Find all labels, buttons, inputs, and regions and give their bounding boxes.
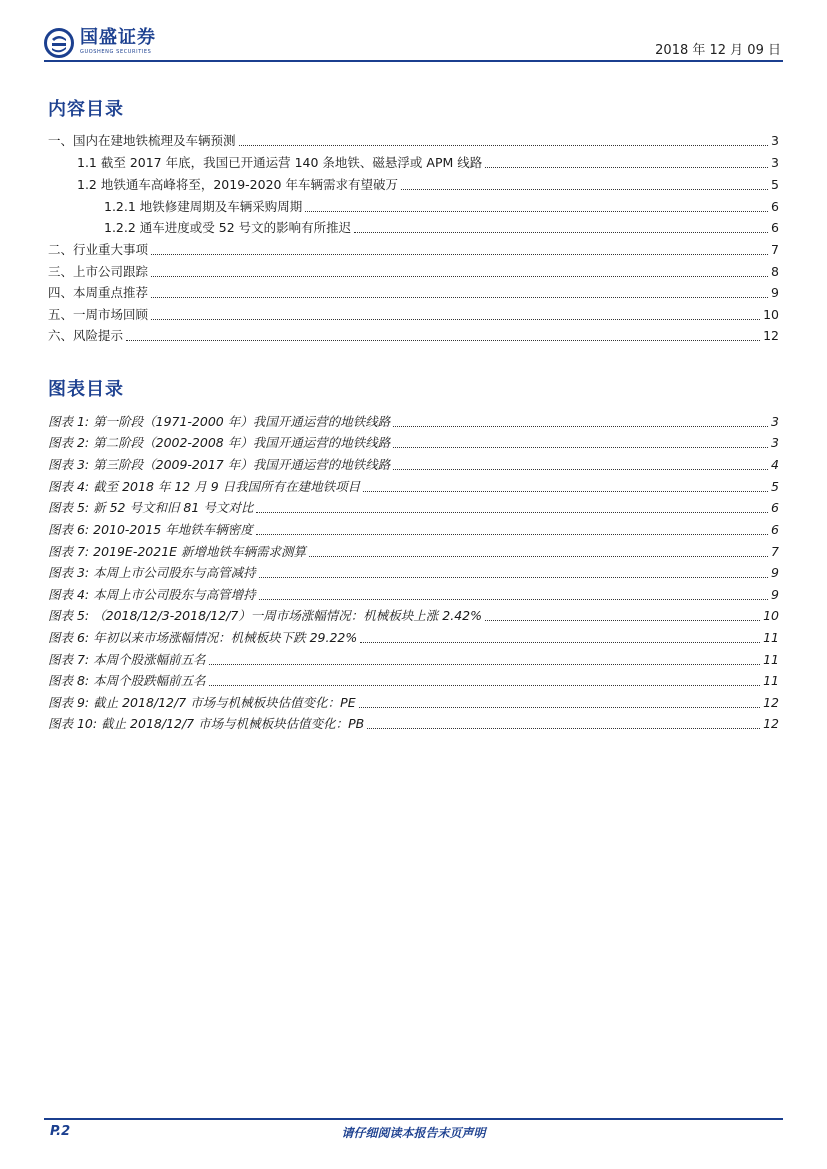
toc-entry[interactable] bbox=[48, 239, 779, 259]
dot-leader bbox=[360, 641, 760, 643]
toc-entry-label: 五、一周市场回顾 bbox=[48, 307, 149, 322]
figure-entry-label: 图表 6: 年初以来市场涨幅情况：机械板块下跌 29.22% bbox=[48, 630, 358, 645]
figure-entry[interactable] bbox=[48, 541, 779, 561]
toc-entry-label: 二、行业重大事项 bbox=[48, 242, 149, 257]
figure-entry-page: 5 bbox=[771, 479, 779, 494]
figure-entry-label: 图表 9: 截止 2018/12/7 市场与机械板块估值变化：PE bbox=[48, 695, 356, 710]
dot-leader bbox=[485, 166, 768, 168]
figure-entry[interactable] bbox=[48, 432, 779, 452]
dot-leader bbox=[151, 275, 768, 277]
figure-entry-label: 图表 7: 本周个股涨幅前五名 bbox=[48, 652, 206, 667]
toc-entry-label: 1.1 截至 2017 年底，我国已开通运营 140 条地铁、磁悬浮或 APM 线路 bbox=[77, 155, 483, 170]
figure-entry-page: 11 bbox=[763, 652, 779, 667]
figure-entry-page: 7 bbox=[771, 544, 779, 559]
dot-leader bbox=[393, 425, 768, 427]
toc-entry-label: 六、风险提示 bbox=[48, 328, 124, 343]
dot-leader bbox=[151, 253, 768, 255]
figure-entry[interactable] bbox=[48, 713, 779, 733]
figure-entry-page: 3 bbox=[771, 435, 779, 450]
figure-entry-page: 12 bbox=[763, 716, 779, 731]
dot-leader bbox=[259, 598, 768, 600]
figure-entry[interactable] bbox=[48, 454, 779, 474]
page-number: P.2 bbox=[50, 1124, 71, 1139]
footer-disclaimer: 请仔细阅读本报告末页声明 bbox=[341, 1126, 486, 1140]
toc-entry[interactable] bbox=[48, 261, 779, 281]
toc-entry[interactable] bbox=[48, 282, 779, 302]
figure-entry[interactable] bbox=[48, 649, 779, 669]
figure-entry[interactable] bbox=[48, 562, 779, 582]
toc-entry-label: 1.2.1 地铁修建周期及车辆采购周期 bbox=[104, 199, 303, 214]
dot-leader bbox=[305, 210, 768, 212]
toc-entry-page: 12 bbox=[763, 328, 779, 343]
toc-entry-page: 3 bbox=[771, 133, 779, 148]
figure-entry[interactable] bbox=[48, 627, 779, 647]
figure-entry-label: 图表 7: 2019E-2021E 新增地铁车辆需求测算 bbox=[48, 544, 307, 559]
dot-leader bbox=[151, 296, 768, 298]
figure-entry[interactable] bbox=[48, 584, 779, 604]
toc-title: 内容目录 bbox=[48, 99, 124, 120]
dot-leader bbox=[259, 576, 768, 578]
toc-entry-label: 三、上市公司跟踪 bbox=[48, 264, 149, 279]
dot-leader bbox=[209, 663, 760, 665]
figure-entry-label: 图表 4: 截至 2018 年 12 月 9 日我国所有在建地铁项目 bbox=[48, 479, 361, 494]
toc-entry-page: 6 bbox=[771, 199, 779, 214]
dot-leader bbox=[485, 619, 760, 621]
figure-entry[interactable] bbox=[48, 692, 779, 712]
figure-entry-label: 图表 3: 本周上市公司股东与高管减持 bbox=[48, 565, 256, 580]
dot-leader bbox=[256, 511, 768, 513]
figure-entry[interactable] bbox=[48, 497, 779, 517]
report-date: 2018 年 12 月 09 日 bbox=[655, 43, 781, 58]
toc-entry-label: 1.2.2 通车进度或受 52 号文的影响有所推迟 bbox=[104, 220, 352, 235]
figure-entry[interactable] bbox=[48, 519, 779, 539]
dot-leader bbox=[359, 706, 761, 708]
dot-leader bbox=[354, 231, 768, 233]
logo-chinese-name: 国盛证券 bbox=[80, 27, 156, 48]
page-header bbox=[44, 22, 783, 60]
figure-entry-page: 4 bbox=[771, 457, 779, 472]
figure-entry[interactable] bbox=[48, 605, 779, 625]
dot-leader bbox=[393, 446, 768, 448]
dot-leader bbox=[363, 490, 768, 492]
figure-entry-label: 图表 3: 第三阶段（2009-2017 年）我国开通运营的地铁线路 bbox=[48, 457, 391, 472]
toc-entry-page: 10 bbox=[763, 307, 779, 322]
toc-entry[interactable] bbox=[104, 217, 779, 237]
figure-entry-page: 3 bbox=[771, 414, 779, 429]
figure-entry[interactable] bbox=[48, 670, 779, 690]
dot-leader bbox=[239, 144, 769, 146]
dot-leader bbox=[401, 188, 768, 190]
dot-leader bbox=[367, 727, 760, 729]
figure-entry-page: 11 bbox=[763, 673, 779, 688]
figure-entry-page: 6 bbox=[771, 500, 779, 515]
dot-leader bbox=[126, 339, 760, 341]
toc-entry[interactable] bbox=[77, 152, 779, 172]
figure-entry-page: 12 bbox=[763, 695, 779, 710]
figure-entry[interactable] bbox=[48, 411, 779, 431]
toc-entry[interactable] bbox=[48, 130, 779, 150]
guosheng-logo-icon bbox=[44, 28, 74, 58]
toc-entry-label: 一、国内在建地铁梳理及车辆预测 bbox=[48, 133, 236, 148]
figure-entry-label: 图表 10: 截止 2018/12/7 市场与机械板块估值变化：PB bbox=[48, 716, 365, 731]
dot-leader bbox=[209, 684, 760, 686]
figure-entry-page: 11 bbox=[763, 630, 779, 645]
toc-entry-page: 8 bbox=[771, 264, 779, 279]
dot-leader bbox=[393, 468, 768, 470]
toc-entry-page: 6 bbox=[771, 220, 779, 235]
figure-entry-label: 图表 1: 第一阶段（1971-2000 年）我国开通运营的地铁线路 bbox=[48, 414, 391, 429]
figure-entry-label: 图表 8: 本周个股跌幅前五名 bbox=[48, 673, 206, 688]
figure-entry-page: 6 bbox=[771, 522, 779, 537]
figures-title: 图表目录 bbox=[48, 379, 124, 400]
toc-entry-page: 3 bbox=[771, 155, 779, 170]
footer-divider bbox=[44, 1118, 783, 1120]
figure-entry-page: 9 bbox=[771, 565, 779, 580]
figure-entry-page: 10 bbox=[763, 608, 779, 623]
header-divider bbox=[44, 60, 783, 62]
logo-english-name: GUOSHENG SECURITIES bbox=[80, 49, 152, 55]
figure-entry-label: 图表 5: （2018/12/3-2018/12/7）一周市场涨幅情况：机械板块上涨 2.42% bbox=[48, 608, 482, 623]
toc-entry-label: 四、本周重点推荐 bbox=[48, 285, 149, 300]
toc-entry-label: 1.2 地铁通车高峰将至，2019-2020 年车辆需求有望破万 bbox=[77, 177, 398, 192]
toc-entry[interactable] bbox=[104, 196, 779, 216]
toc-entry-page: 9 bbox=[771, 285, 779, 300]
toc-entry[interactable] bbox=[77, 174, 779, 194]
toc-entry-page: 5 bbox=[771, 177, 779, 192]
figure-entry-label: 图表 5: 新 52 号文和旧 81 号文对比 bbox=[48, 500, 254, 515]
toc-entry[interactable] bbox=[48, 304, 779, 324]
company-logo bbox=[44, 28, 156, 58]
figure-entry[interactable] bbox=[48, 476, 779, 496]
figure-entry-label: 图表 4: 本周上市公司股东与高管增持 bbox=[48, 587, 256, 602]
figure-entry-page: 9 bbox=[771, 587, 779, 602]
figure-entry-label: 图表 2: 第二阶段（2002-2008 年）我国开通运营的地铁线路 bbox=[48, 435, 391, 450]
figure-entry-label: 图表 6: 2010-2015 年地铁车辆密度 bbox=[48, 522, 253, 537]
dot-leader bbox=[151, 318, 760, 320]
dot-leader bbox=[309, 555, 768, 557]
dot-leader bbox=[256, 533, 768, 535]
toc-entry-page: 7 bbox=[771, 242, 779, 257]
toc-entry[interactable] bbox=[48, 325, 779, 345]
